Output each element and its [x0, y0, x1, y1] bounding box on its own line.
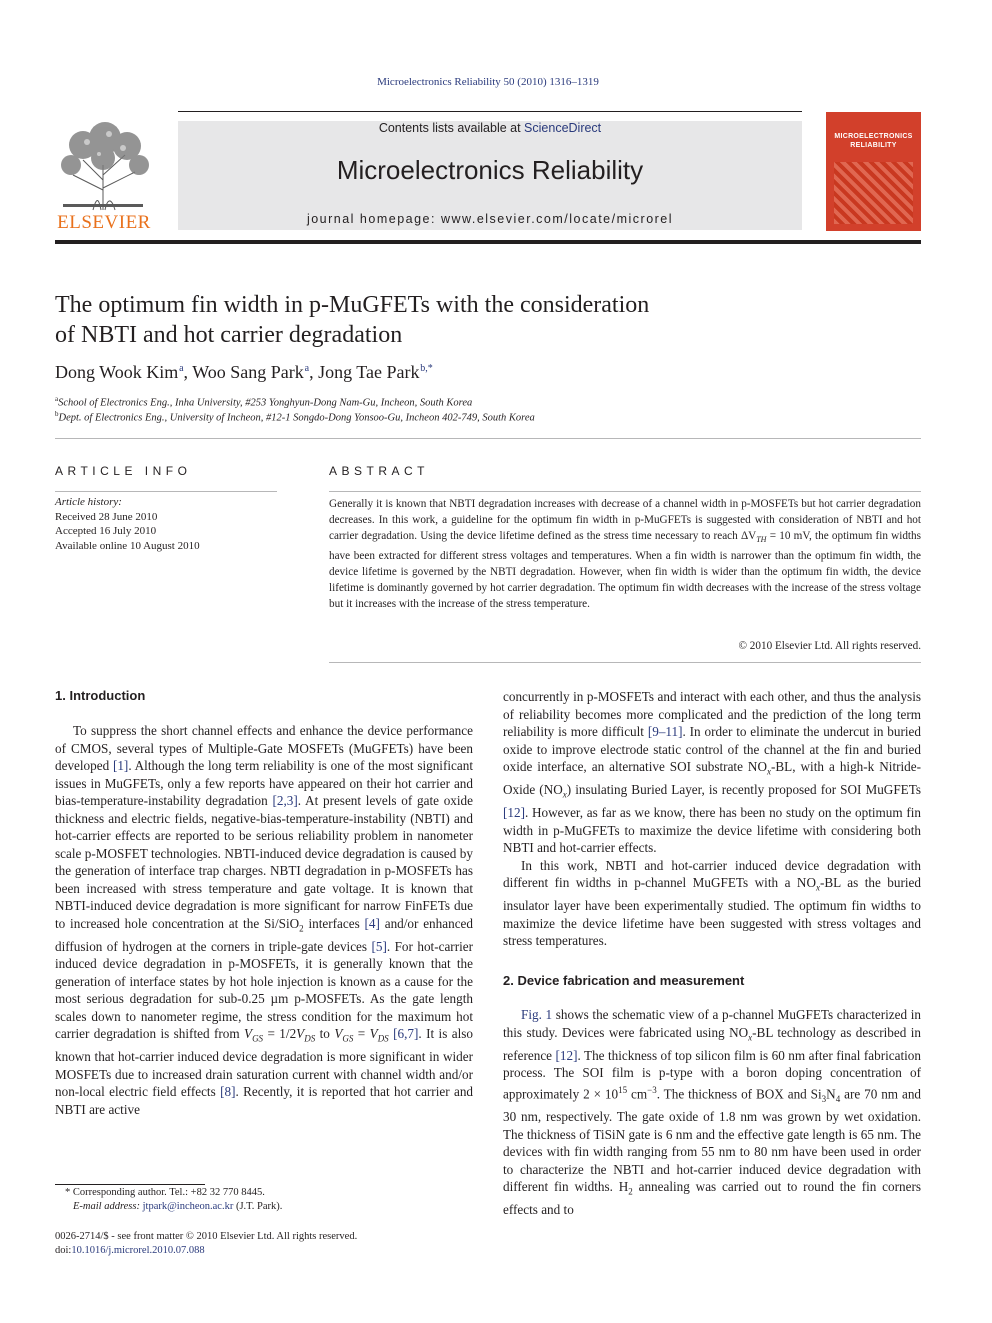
- citation-link[interactable]: [5]: [371, 938, 387, 954]
- sciencedirect-link[interactable]: ScienceDirect: [524, 121, 602, 135]
- citation-link[interactable]: [8]: [220, 1084, 236, 1100]
- cover-title: MICROELECTRONICS RELIABILITY: [834, 133, 913, 149]
- journal-homepage[interactable]: journal homepage: www.elsevier.com/locate/microrel: [306, 212, 674, 226]
- article-title: The optimum fin width in p-MuGFETs with the consideration of NBTI and hot carrier degradation: [55, 292, 650, 348]
- cover-art: [834, 162, 913, 224]
- journal-citation[interactable]: Microelectronics Reliability 50 (2010) 1316–1319: [377, 76, 599, 88]
- affiliation-mark[interactable]: a: [179, 363, 184, 374]
- contents-prefix: Contents lists available at: [378, 121, 525, 135]
- header-rule: [178, 111, 802, 112]
- citation-link[interactable]: [1]: [112, 758, 129, 773]
- author-name[interactable]: Jong Tae Park: [318, 362, 420, 382]
- doi-link[interactable]: 10.1016/j.microrel.2010.07.088: [71, 1245, 205, 1256]
- article-history: Article history: Received 28 June 2010 Accepted 16 July 2010 Available online 10 August 2010: [55, 496, 200, 552]
- email-link[interactable]: jtpark@incheon.ac.kr: [142, 1201, 234, 1212]
- article-info-rule: [55, 491, 277, 492]
- tree-icon: [53, 120, 155, 212]
- journal-title: Microelectronics Reliability: [336, 155, 644, 185]
- abstract-copyright: © 2010 Elsevier Ltd. All rights reserved.: [738, 640, 921, 652]
- article-info-heading: ARTICLE INFO: [55, 464, 192, 478]
- affiliation-mark[interactable]: a: [304, 363, 310, 374]
- footnote-rule: [55, 1184, 205, 1185]
- fabrication-paragraph-1: Fig. 1 shows the schematic view of a p-channel MuGFETs characterized in this study. Devices were fabricated using $NO_x-BL$ technology as described in reference [12]. The thickness of top silicon film is 60 nm after final fabrication process. The SOI film is p-type with a boron doping concentration of approximately $2 \times 10^{15}$ $cm^{-3}$. The thickness of BOX and $Si_3N_4$ are 70 nm and 30 nm, respectively. The gate oxide of 1.8 nm was grown by wet oxidation. The thickness of TiSiN gate is 6 nm and the effective gate length is 65 nm. The devices with fin width ranging from 55 nm to 80 nm have been used in order to characterize the NBTI and hot-carrier induced device degradation with different fin widths. $H_2$ annealing was carried out to round the fin corners effects and to: [503, 1007, 922, 1218]
- front-matter-info: 0026-2714/$ - see front matter © 2010 Elsevier Ltd. All rights reserved. doi:10.1016/j.microrel.2010.07.088: [55, 1231, 358, 1256]
- citation-link[interactable]: [4]: [364, 915, 380, 931]
- abstract-bottom-rule: [329, 662, 921, 663]
- footnote: * Corresponding author. Tel.: +82 32 770 8445. E-mail address: jtpark@incheon.ac.kr (J.T. Park).: [65, 1187, 283, 1212]
- abstract-heading: ABSTRACT: [329, 464, 430, 478]
- citation-link[interactable]: [6,7]: [393, 1026, 419, 1042]
- citation-link[interactable]: [2,3]: [272, 793, 298, 808]
- elsevier-wordmark: ELSEVIER: [57, 212, 151, 233]
- citation-link[interactable]: [12]: [555, 1047, 578, 1063]
- citation-link[interactable]: [12]: [503, 805, 525, 821]
- contents-line: [178, 121, 802, 135]
- title-block-rule: [55, 438, 921, 439]
- abstract-rule: [329, 491, 921, 492]
- author-name[interactable]: Dong Wook Kim: [55, 362, 179, 382]
- affiliation-mark[interactable]: b,*: [420, 363, 433, 374]
- journal-cover-thumbnail: [826, 112, 921, 231]
- section-heading-introduction: 1. Introduction: [55, 688, 146, 703]
- affiliation-b: $^b$Dept. of Electronics Eng., University of Incheon, #12-1 Songdo-Dong Yonsoo-Gu, Incheon 402-749, South Korea: [55, 410, 535, 424]
- citation-link[interactable]: [9–11]: [647, 724, 683, 739]
- abstract-text: Generally it is known that NBTI degradation increases with decrease of a channel width in p-MOSFETs but hot carrier degradation decreases. In this work, a guideline for the optimum fin width in p-MuGFETs is suggested with consideration of NBTI and hot carrier degradation. Using the device lifetime defined as the stress time necessary to reach $\Delta V_{TH} = 10$ mV, the optimum fin widths have been extracted for different stress voltages and temperatures. When a fin width is narrower than the optimum fin width, the device lifetime is governed by the NBTI degradation. However, when fin width is wider than the optimum fin width, the device lifetime is dominantly governed by hot carrier degradation. The optimum fin width decreases with the increase of the stress voltage but it increases with the increase of the stress temperature.: [329, 498, 921, 611]
- author-name[interactable]: Woo Sang Park: [192, 362, 304, 382]
- affiliation-a: $^a$School of Electronics Eng., Inha University, #253 Yonghyun-Dong Nam-Gu, Incheon, South Korea: [55, 395, 473, 409]
- section-heading-device-fabrication: 2. Device fabrication and measurement: [503, 973, 745, 988]
- figure-link[interactable]: Fig. 1: [521, 1007, 553, 1022]
- header-thick-rule: [55, 240, 921, 244]
- intro-right-column: concurrently in p-MOSFETs and interact with each other, and thus the analysis of reliability becomes more complicated and the prediction of the long term reliability is more difficult [9–11]. In order to eliminate the undercut in buried oxide to improve electrode static control of the channel at the fin and buried oxide interface, an alternative SOI substrate $NO_x-BL$, with a high-k Nitride-Oxide $(NO_x)$ insulating Buried Layer, is recently proposed for SOI MuGFETs [12]. However, as far as we know, there has been no study on the optimum fin width in p-MuGFETs to maximize the device lifetime with considering both NBTI and hot-carrier effects. In this work, NBTI and hot-carrier induced device degradation with different fin widths in p-channel MuGFETs with a $NO_x-BL$ as the buried insulator layer have been experimentally studied. The optimum fin widths to maximize the device lifetime have been suggested with stress voltages and stress temperatures.: [503, 689, 921, 949]
- author-list: Dong Wook Kim $^a$, Woo Sang Park $^a$, Jong Tae Park $^{b,*}$: [55, 362, 433, 382]
- intro-paragraph-1: To suppress the short channel effects and enhance the device performance of CMOS, several types of Multiple-Gate MOSFETs (MuGFETs) have been developed [1]. Although the long term reliability is one of the most significant issues in MuGFETs, only a few reports have appeared on their hot carrier and bias-temperature-instability degradation [2,3]. At present levels of gate oxide thickness and electric fields, negative-bias-temperature-instability (NBTI) and hot-carrier effects are reported to be serious reliability problem in nanometer scale p-MOSFET technologies. NBTI-induced device degradation is caused by the generation of interface trap charges. NBTI degradation in p-MOSFETs has been increased with stress temperature and gate voltage. It is known that NBTI-induced device degradation is more significant for narrow FinFETs due to increased hole concentration at the Si/SiO$_2$ interfaces [4] and/or enhanced diffusion of hydrogen at the corners in triple-gate devices [5]. For hot-carrier induced device degradation in p-MOSFETs, it is generally known that the generation of interface states by hot hole injection is known as a cause for the most serious degradation for sub-0.25 µm p-MOSFETs. As the gate length scales down to nanometer regime, the stress condition for the maximum hot carrier degradation is shifted from $V_{GS} = 1/2V_{DS}$ to $V_{GS} = V_{DS}$ [6,7]. It is also known that hot-carrier induced device degradation is more significant in wider MOSFETs due to increased drain saturation current with channel width and/or non-local electric field effects [8]. Recently, it is reported that hot carrier and NBTI are active: [55, 723, 474, 1117]
